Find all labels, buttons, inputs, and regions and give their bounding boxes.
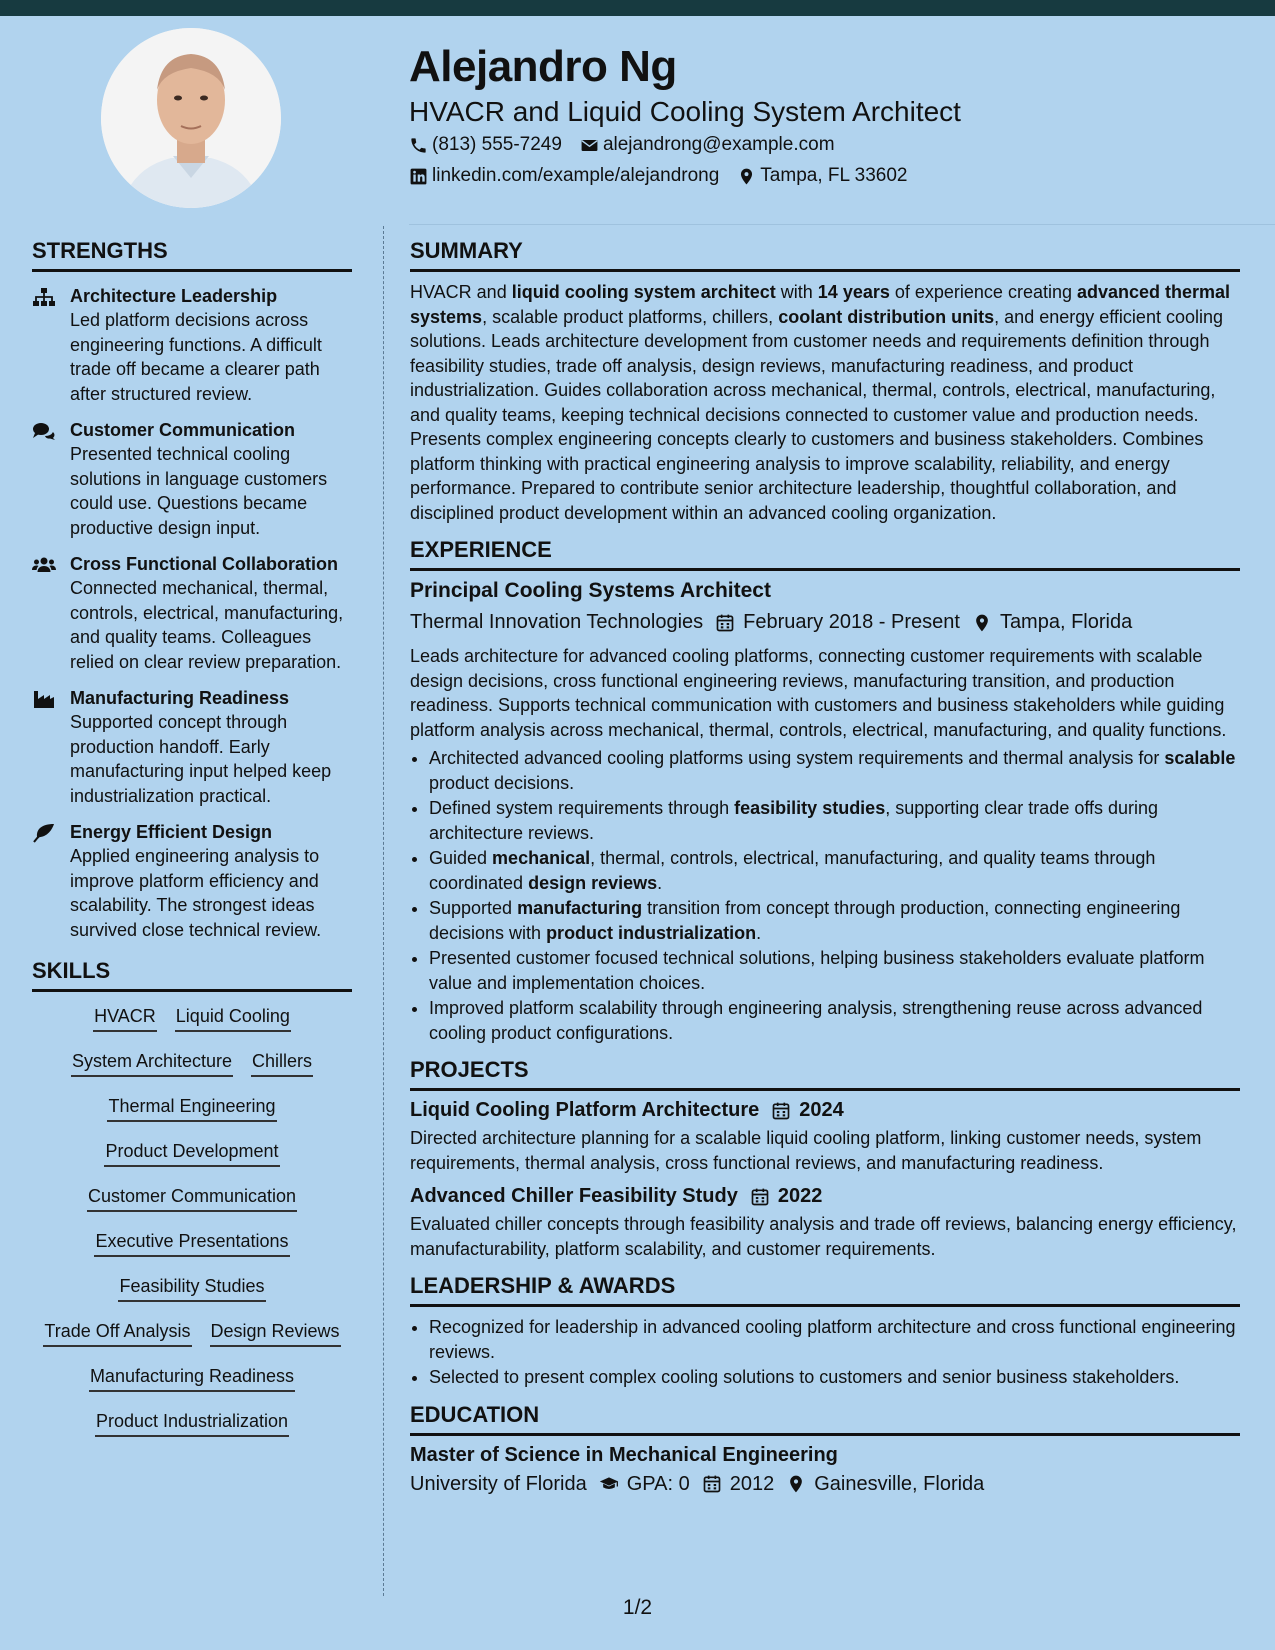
profile-photo bbox=[101, 28, 281, 208]
school-location: Gainesville, Florida bbox=[814, 1472, 985, 1495]
projects-section bbox=[410, 1057, 1240, 1261]
page-number: 1/2 bbox=[622, 1596, 653, 1619]
job-bullets bbox=[410, 746, 1240, 1045]
contact-row-1 bbox=[409, 134, 853, 156]
skill-tag: Design Reviews bbox=[210, 1319, 341, 1347]
strength-title: Energy Efficient Design bbox=[70, 822, 273, 842]
contact-row-2 bbox=[409, 165, 925, 187]
skill-tag: Liquid Cooling bbox=[175, 1004, 291, 1032]
school-name: University of Florida bbox=[410, 1472, 587, 1495]
education-meta bbox=[410, 1473, 1240, 1496]
calendar-icon bbox=[715, 613, 735, 633]
experience-heading: EXPERIENCE bbox=[410, 537, 1240, 571]
column-divider bbox=[383, 226, 384, 1596]
summary-text: HVACR and liquid cooling system architect with 14 years of experience creating advanced thermal systems, scalable product platforms, chillers, coolant distribution units, and energy efficient cooling solutions. Leads architecture development from customer needs and requirements definition through feasibility studies, trade off analysis, design reviews, manufacturing readiness, and product industrialization. Guides collaboration across mechanical, thermal, controls, electrical, manufacturing, and quality teams, keeping technical decisions connected to customer value and production needs. Presents complex engineering concepts clearly to customers and business stakeholders. Combines platform thinking with practical engineering analysis to improve scalability, reliability, and energy performance. Prepared to contribute senior architecture leadership, thoughtful collaboration, and disciplined product development within an advanced cooling organization. bbox=[410, 282, 1231, 523]
skill-tag: Executive Presentations bbox=[94, 1229, 289, 1257]
email-contact[interactable] bbox=[580, 134, 835, 156]
map-marker-icon bbox=[972, 613, 992, 633]
job-title: Principal Cooling Systems Architect bbox=[410, 579, 771, 602]
job-meta bbox=[410, 611, 1240, 634]
strength-desc: Supported concept through production handoff. Early manufacturing input helped keep industrialization practical. bbox=[70, 712, 332, 806]
list-item: • Architected advanced cooling platforms using system requirements and thermal analysis for scalable product decisions. bbox=[429, 746, 1240, 795]
email-text: alejandrong@example.com bbox=[602, 134, 835, 155]
list-item: • Defined system requirements through feasibility studies, supporting clear trade offs during architecture reviews. bbox=[429, 796, 1240, 845]
skill-tag: Product Industrialization bbox=[95, 1409, 289, 1437]
main-column bbox=[410, 238, 1240, 1508]
strength-item bbox=[32, 686, 352, 808]
list-item: • Presented customer focused technical solutions, helping business stakeholders evaluate platform value and implementation choices. bbox=[429, 946, 1240, 995]
calendar-icon bbox=[702, 1474, 722, 1494]
strength-title: Architecture Leadership bbox=[70, 286, 278, 306]
map-marker-icon bbox=[737, 167, 756, 186]
strength-item bbox=[32, 820, 352, 942]
job-dates: February 2018 - Present bbox=[743, 611, 960, 633]
top-bar bbox=[0, 0, 1275, 16]
industry-icon bbox=[32, 689, 56, 709]
graduation-cap-icon bbox=[599, 1474, 619, 1494]
map-marker-icon bbox=[786, 1474, 806, 1494]
projects-heading: PROJECTS bbox=[410, 1057, 1240, 1091]
strength-title: Customer Communication bbox=[70, 420, 296, 440]
strength-desc: Led platform decisions across engineering functions. A difficult trade off became a clearer path after structured review. bbox=[70, 310, 322, 404]
summary-heading: SUMMARY bbox=[410, 238, 1240, 272]
awards-heading: LEADERSHIP & AWARDS bbox=[410, 1273, 1240, 1307]
location-contact bbox=[737, 165, 907, 187]
candidate-title: HVACR and Liquid Cooling System Architect bbox=[409, 96, 961, 127]
project-title: Advanced Chiller Feasibility Study 2022 bbox=[410, 1185, 823, 1207]
phone-contact[interactable] bbox=[409, 134, 562, 156]
leaf-icon bbox=[32, 823, 56, 843]
skill-tag: Feasibility Studies bbox=[118, 1274, 265, 1302]
calendar-icon bbox=[771, 1101, 791, 1121]
sidebar bbox=[32, 238, 352, 1454]
strength-desc: Presented technical cooling solutions in language customers could use. Questions became productive design input. bbox=[70, 444, 328, 538]
job-location: Tampa, Florida bbox=[999, 611, 1133, 633]
list-item: • Selected to present complex cooling solutions to customers and senior business stakeholders. bbox=[429, 1365, 1240, 1390]
linkedin-text: linkedin.com/example/alejandrong bbox=[432, 165, 720, 186]
strength-item bbox=[32, 418, 352, 540]
phone-text: (813) 555-7249 bbox=[432, 134, 562, 155]
users-icon bbox=[32, 555, 56, 575]
awards-list bbox=[410, 1315, 1240, 1390]
strength-desc: Connected mechanical, thermal, controls, electrical, manufacturing, and quality teams. Colleagues relied on clear review preparation. bbox=[70, 578, 344, 672]
graduation-year: 2012 bbox=[729, 1472, 775, 1495]
linkedin-contact[interactable] bbox=[409, 165, 719, 187]
strength-item bbox=[32, 552, 352, 674]
degree-title: Master of Science in Mechanical Engineering bbox=[410, 1443, 838, 1466]
location-text: Tampa, FL 33602 bbox=[760, 165, 908, 186]
awards-section bbox=[410, 1273, 1240, 1390]
skill-tag: Trade Off Analysis bbox=[43, 1319, 191, 1347]
list-item: • Supported manufacturing transition from concept through production, connecting engineering decisions with product industrialization. bbox=[429, 896, 1240, 945]
job-description: Leads architecture for advanced cooling platforms, connecting customer requirements with scalable design decisions, cross functional engineering reviews, manufacturing transition, and production readiness. Supports technical communication with customers and business stakeholders while guiding platform analysis across mechanical, thermal, controls, electrical, manufacturing, and quality functions. bbox=[410, 646, 1227, 740]
strength-title: Cross Functional Collaboration bbox=[70, 554, 339, 574]
skills-heading: SKILLS bbox=[32, 958, 352, 992]
skill-tag: Chillers bbox=[251, 1049, 313, 1077]
skills-list bbox=[32, 1004, 352, 1454]
skill-tag: Customer Communication bbox=[87, 1184, 297, 1212]
comments-icon bbox=[32, 421, 56, 441]
gpa-text: GPA: 0 bbox=[626, 1472, 690, 1495]
education-heading: EDUCATION bbox=[410, 1402, 1240, 1436]
header-divider bbox=[409, 224, 1275, 225]
phone-icon bbox=[409, 136, 428, 155]
skill-tag: HVACR bbox=[93, 1004, 157, 1032]
summary-section bbox=[410, 238, 1240, 525]
list-item: • Improved platform scalability through engineering analysis, strengthening reuse across advanced cooling product configurations. bbox=[429, 996, 1240, 1045]
skill-tag: Thermal Engineering bbox=[107, 1094, 276, 1122]
candidate-name: Alejandro Ng bbox=[409, 42, 677, 91]
skill-tag: Manufacturing Readiness bbox=[89, 1364, 295, 1392]
experience-section bbox=[410, 537, 1240, 1045]
sitemap-icon bbox=[32, 287, 56, 307]
project-title: Liquid Cooling Platform Architecture 2024 bbox=[410, 1099, 844, 1121]
project-desc: Directed architecture planning for a scalable liquid cooling platform, linking customer needs, system requirements, thermal analysis, cross functional reviews, and manufacturing readiness. bbox=[410, 1128, 1202, 1173]
education-section bbox=[410, 1402, 1240, 1496]
skill-tag: System Architecture bbox=[71, 1049, 233, 1077]
list-item: • Recognized for leadership in advanced cooling platform architecture and cross functional engineering reviews. bbox=[429, 1315, 1240, 1364]
strength-desc: Applied engineering analysis to improve platform efficiency and scalability. The strongest ideas survived close technical review. bbox=[70, 846, 322, 940]
skill-tag: Product Development bbox=[104, 1139, 279, 1167]
strength-title: Manufacturing Readiness bbox=[70, 688, 290, 708]
project-desc: Evaluated chiller concepts through feasibility analysis and trade off reviews, balancing energy efficiency, manufacturability, platform scalability, and customer requirements. bbox=[410, 1214, 1237, 1259]
strength-item bbox=[32, 284, 352, 406]
company-name: Thermal Innovation Technologies bbox=[410, 611, 704, 633]
strengths-heading: STRENGTHS bbox=[32, 238, 352, 272]
linkedin-icon bbox=[409, 167, 428, 186]
calendar-icon bbox=[750, 1187, 770, 1207]
envelope-icon bbox=[580, 136, 599, 155]
list-item: • Guided mechanical, thermal, controls, electrical, manufacturing, and quality teams through coordinated design reviews. bbox=[429, 846, 1240, 895]
